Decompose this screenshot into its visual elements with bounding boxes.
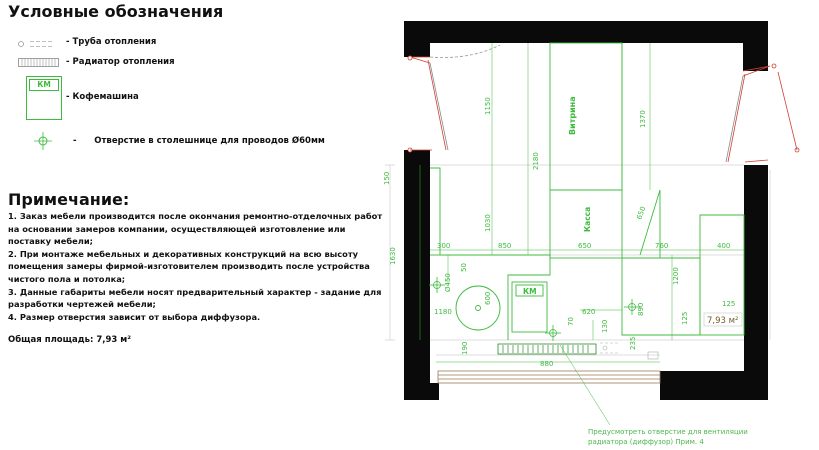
dim-2180: 2180 (532, 152, 540, 170)
kassa-label: Касса (583, 206, 592, 232)
wall-left-upper (404, 21, 430, 57)
wall-bottom-left (404, 383, 439, 400)
dim-235: 235 (629, 336, 637, 350)
plan-km-label: КМ (523, 287, 537, 296)
dim-880: 880 (540, 360, 554, 368)
dim-650: 650 (578, 242, 592, 250)
legend-label-coffee-machine: - Кофемашина (66, 92, 139, 102)
legend-label-cable-hole: - Отверстие в столешнице для проводов Ø60мм (73, 136, 325, 146)
sink (456, 286, 500, 330)
vent-note-line-2: радиатора (диффузор) Прим. 4 (588, 438, 704, 446)
wall-right-lower (744, 165, 768, 400)
wall-bottom-right (660, 371, 768, 400)
plan-labels (383, 96, 735, 368)
legend-label-radiator: - Радиатор отопления (66, 57, 175, 67)
note-item: 4. Размер отверстия зависит от выбора диффузора. (8, 311, 261, 322)
legend-title: Условные обозначения (8, 2, 224, 21)
dim-125-a: 125 (722, 300, 736, 308)
area-badge: 7,93 м² (707, 316, 739, 326)
dim-50: 50 (460, 263, 468, 272)
dim-650-diagonal: 650 (635, 205, 648, 221)
note-item: 3. Данные габариты мебели носят предварительный характер - задание для разработки чертежей мебели; (8, 286, 382, 310)
wall-right-upper (743, 21, 768, 71)
dim-450: Ø450 (444, 273, 452, 292)
wall-left-lower (404, 150, 430, 400)
dim-400: 400 (717, 242, 731, 250)
note-item: 1. Заказ мебели производится после окончания ремонтно-отделочных работ на основании замеров компании, осуществляющей изготовление или поставку мебели; (8, 211, 383, 247)
vitrina-label: Витрина (568, 96, 577, 135)
dim-70: 70 (567, 317, 575, 326)
dim-600: 600 (484, 291, 492, 305)
notes-title: Примечание: (8, 190, 130, 209)
vitrina-cabinet (550, 43, 622, 190)
cable-hole-1 (429, 277, 445, 293)
dim-760: 760 (655, 242, 669, 250)
dim-1030: 1030 (484, 214, 492, 232)
dim-1370: 1370 (639, 110, 647, 128)
right-door (726, 64, 799, 162)
bottom-window (438, 371, 660, 383)
dim-300: 300 (437, 242, 451, 250)
furniture (430, 43, 744, 340)
dim-620: 620 (582, 308, 596, 316)
extension-lines (385, 165, 770, 355)
dim-850: 850 (498, 242, 512, 250)
dim-130: 130 (601, 319, 609, 333)
legend-label-heating-pipe: - Труба отопления (66, 37, 157, 47)
dim-1180: 1180 (434, 308, 452, 316)
dim-125-b: 125 (681, 311, 689, 325)
note-item: 2. При монтаже мебельных и декоративных конструкций на всю высоту помещения замеры фирмой-изготовителем производить после устройства чистого пола и потолка; (8, 248, 370, 284)
wall-top (404, 21, 768, 43)
dim-150: 150 (383, 171, 391, 185)
radiator (498, 344, 596, 354)
coffee-machine-icon-label: КМ (29, 79, 59, 91)
dim-1200: 1200 (672, 267, 680, 285)
vent-note-line-1: Предусмотреть отверстие для вентиляции (588, 428, 748, 436)
dim-190: 190 (461, 341, 469, 355)
dim-1630: 1630 (389, 247, 397, 265)
dim-890: 890 (637, 302, 645, 316)
vent-leader-line (560, 345, 610, 425)
total-area-label: Общая площадь: 7,93 м² (8, 335, 131, 345)
dim-1150: 1150 (484, 97, 492, 115)
